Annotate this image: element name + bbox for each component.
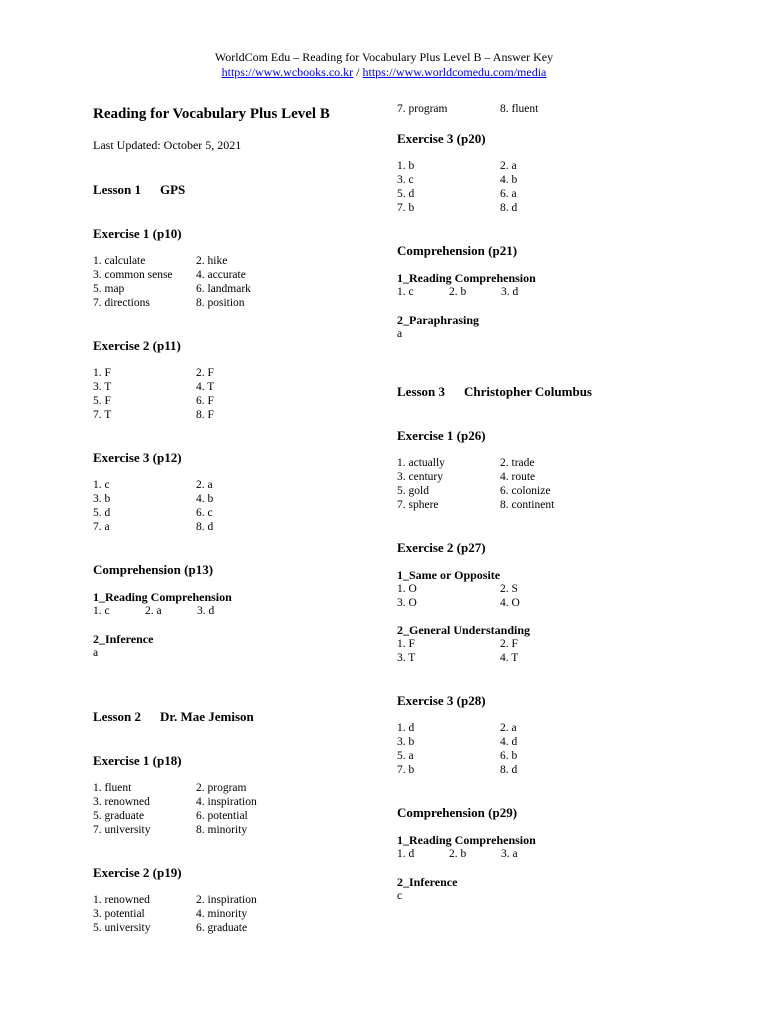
answer-row: 7. a 8. d: [93, 521, 214, 533]
answer-row: 5. graduate 6. potential: [93, 810, 248, 822]
lesson-1-heading: [93, 181, 393, 198]
left-column: [93, 102, 393, 935]
l2-exercise-2-answers: [93, 893, 393, 935]
l2-exercise-1-title: Exercise 1 (p18): [93, 753, 182, 768]
document-title: Reading for Vocabulary Plus Level B: [93, 106, 330, 122]
l3-exercise-1-title: Exercise 1 (p26): [397, 428, 486, 443]
answer-row: 1. d 2. a: [397, 722, 517, 734]
l3-comprehension-title: Comprehension (p29): [397, 805, 518, 820]
answer-row: 7. university 8. minority: [93, 824, 248, 836]
lesson-name: Christopher Columbus: [464, 384, 592, 399]
l2-exercise-3-answers: [397, 159, 697, 215]
answer-row: 3. potential 4. minority: [93, 908, 248, 920]
answer-row: 7. sphere 8. continent: [397, 499, 555, 511]
answer-row: 7. b 8. d: [397, 764, 518, 776]
lesson-name: GPS: [160, 182, 186, 197]
l1-inference-label: 2_Inference: [93, 632, 154, 646]
answer-row: 3. T 4. T: [93, 381, 215, 393]
l3-exercise-3-answers: [397, 721, 697, 777]
l2-reading-comprehension-label: 1_Reading Comprehension: [397, 271, 536, 285]
answer-row: 7. directions 8. position: [93, 297, 245, 309]
lesson-3-heading: [397, 383, 697, 400]
answer-row: 5. F 6. F: [93, 395, 214, 407]
l1-reading-comprehension-label: 1_Reading Comprehension: [93, 590, 232, 604]
l3-exercise-3-title: Exercise 3 (p28): [397, 693, 486, 708]
l2-exercise-2-title: Exercise 2 (p19): [93, 865, 182, 880]
answer-row: 1. F 2. F: [397, 638, 518, 650]
answer-row: 3. century 4. route: [397, 471, 536, 483]
answer-row: 5. gold 6. colonize: [397, 485, 551, 497]
lesson-name: Dr. Mae Jemison: [160, 709, 254, 724]
right-column: [397, 102, 697, 903]
l1-exercise-1-title: Exercise 1 (p10): [93, 226, 182, 241]
l1-exercise-2-answers: [93, 366, 393, 422]
l1-exercise-1-answers: [93, 254, 393, 310]
link-separator: /: [353, 65, 363, 79]
answer-row: 7. program 8. fluent: [397, 103, 539, 115]
answer-row: 3. b 4. b: [93, 493, 214, 505]
answer-row: 7. T 8. F: [93, 409, 214, 421]
l1-reading-comprehension-answers: 1. c 2. a 3. d: [93, 605, 215, 617]
answer-row: 5. a 6. b: [397, 750, 518, 762]
l3-same-or-opposite-label: 1_Same or Opposite: [397, 568, 501, 582]
lesson-2-heading: [93, 708, 393, 725]
answer-row: 5. university 6. graduate: [93, 922, 248, 934]
answer-row: 1. calculate 2. hike: [93, 255, 228, 267]
l1-exercise-3-title: Exercise 3 (p12): [93, 450, 182, 465]
l2-paraphrasing-answer: a: [397, 328, 403, 340]
answer-row: 7. b 8. d: [397, 202, 518, 214]
answer-row: 5. d 6. a: [397, 188, 517, 200]
l2-exercise-1-answers: [93, 781, 393, 837]
l2-reading-comprehension-answers: 1. c 2. b 3. d: [397, 286, 519, 298]
l1-exercise-3-answers: [93, 478, 393, 534]
answer-row: 3. b 4. d: [397, 736, 518, 748]
answer-row: 1. actually 2. trade: [397, 457, 535, 469]
lesson-number: Lesson 3: [397, 384, 446, 399]
answer-row: 3. common sense 4. accurate: [93, 269, 246, 281]
l3-same-or-opposite-answers: [397, 582, 697, 610]
answer-row: 3. c 4. b: [397, 174, 518, 186]
answer-row: 1. c 2. a: [93, 479, 213, 491]
l2-comprehension-title: Comprehension (p21): [397, 243, 518, 258]
answer-row: 3. O 4. O: [397, 597, 520, 609]
l1-comprehension-title: Comprehension (p13): [93, 562, 214, 577]
lesson-number: Lesson 1: [93, 182, 142, 197]
l3-exercise-1-answers: [397, 456, 697, 512]
l3-reading-comprehension-label: 1_Reading Comprehension: [397, 833, 536, 847]
l2-paraphrasing-label: 2_Paraphrasing: [397, 313, 480, 327]
answer-row: 1. O 2. S: [397, 583, 518, 595]
answer-row: 1. F 2. F: [93, 367, 214, 379]
answer-row: 1. renowned 2. inspiration: [93, 894, 257, 906]
l2-exercise-3-title: Exercise 3 (p20): [397, 131, 486, 146]
l2-exercise-2-answers-continued: [397, 102, 697, 116]
l3-general-understanding-label: 2_General Understanding: [397, 623, 531, 637]
header-links: [0, 65, 768, 80]
answer-row: 3. renowned 4. inspiration: [93, 796, 257, 808]
answer-row: 5. d 6. c: [93, 507, 213, 519]
l1-exercise-2-title: Exercise 2 (p11): [93, 338, 181, 353]
l3-reading-comprehension-answers: 1. d 2. b 3. a: [397, 848, 518, 860]
l3-inference-answer: c: [397, 890, 403, 902]
answer-row: 1. fluent 2. program: [93, 782, 247, 794]
worldcomedu-link[interactable]: https://www.worldcomedu.com/media: [362, 65, 547, 79]
last-updated: Last Updated: October 5, 2021: [93, 138, 242, 152]
answer-row: 3. T 4. T: [397, 652, 519, 664]
lesson-number: Lesson 2: [93, 709, 142, 724]
l1-inference-answer: a: [93, 647, 99, 659]
answer-row: 5. map 6. landmark: [93, 283, 251, 295]
wcbooks-link[interactable]: https://www.wcbooks.co.kr: [221, 65, 354, 79]
header-title: WorldCom Edu – Reading for Vocabulary Plus Level B – Answer Key: [214, 50, 554, 64]
l3-general-understanding-answers: [397, 637, 697, 665]
l3-inference-label: 2_Inference: [397, 875, 458, 889]
answer-row: 1. b 2. a: [397, 160, 517, 172]
page-header: [0, 50, 768, 80]
l3-exercise-2-title: Exercise 2 (p27): [397, 540, 486, 555]
